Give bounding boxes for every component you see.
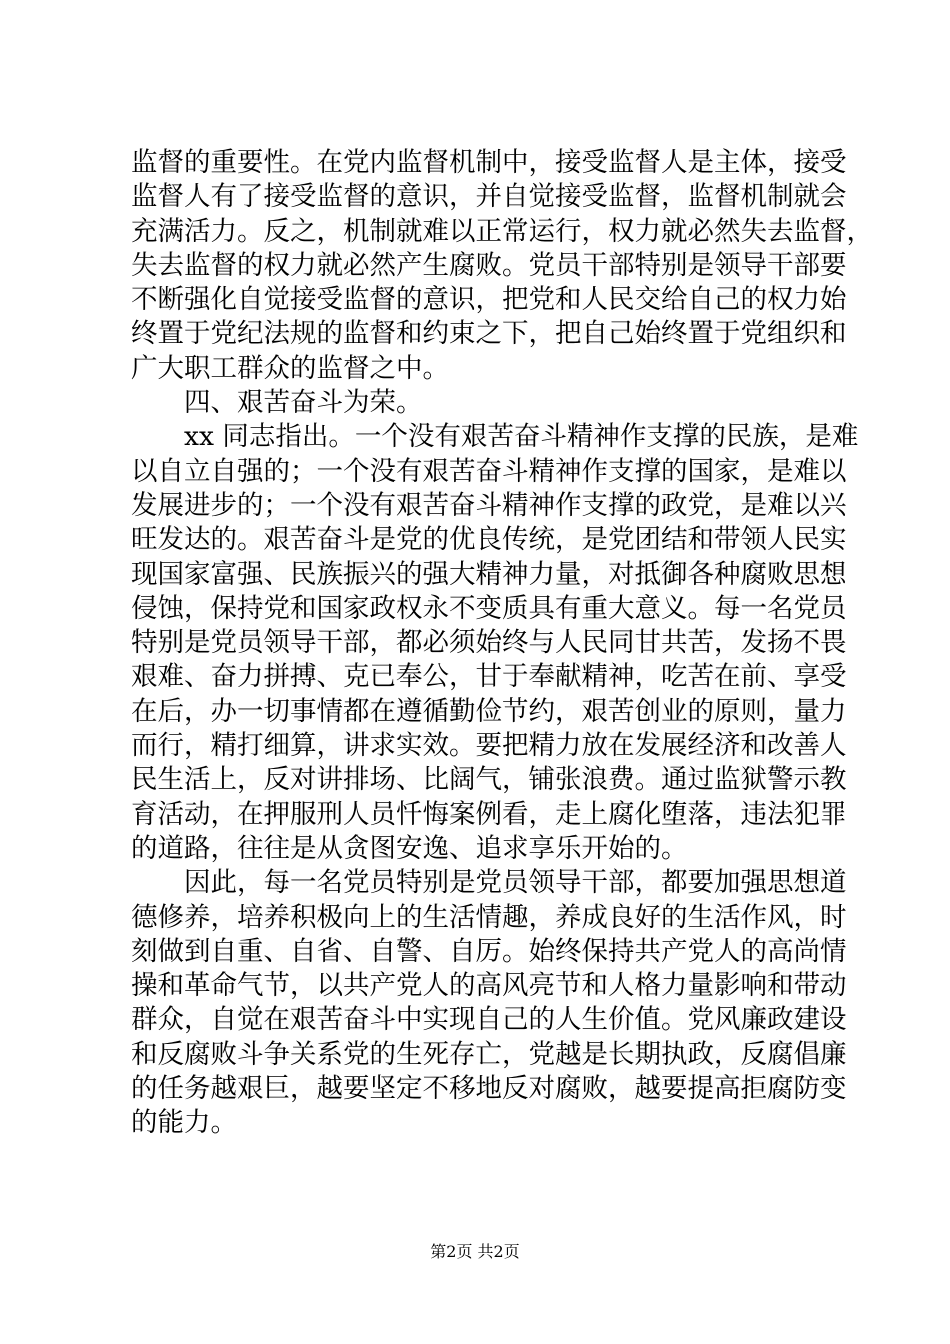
text-line: 现国家富强、民族振兴的强大精神力量，对抵御各种腐败思想 — [131, 558, 847, 590]
text-line: 的任务越艰巨，越要坚定不移地反对腐败，越要提高拒腐防变 — [131, 1073, 847, 1105]
text-line: 德修养，培养积极向上的生活情趣，养成良好的生活作风，时 — [131, 901, 847, 933]
text-line: 发展进步的；一个没有艰苦奋斗精神作支撑的政党，是难以兴 — [131, 489, 847, 521]
text-line: 旺发达的。艰苦奋斗是党的优良传统，是党团结和带领人民实 — [131, 524, 847, 556]
text-line: 刻做到自重、自省、自警、自厉。始终保持共产党人的高尚情 — [131, 935, 847, 967]
text-line: 群众，自觉在艰苦奋斗中实现自己的人生价值。党风廉政建设 — [131, 1004, 847, 1036]
paragraph-first-line: 因此，每一名党员特别是党员领导干部，都要加强思想道 — [184, 867, 847, 899]
text-line: 终置于党纪法规的监督和约束之下，把自己始终置于党组织和 — [131, 318, 847, 350]
text-line: 特别是党员领导干部，都必须始终与人民同甘共苦，发扬不畏 — [131, 627, 847, 659]
text-line: 的道路，往往是从贪图安逸、追求享乐开始的。 — [131, 832, 688, 864]
text-line: 失去监督的权力就必然产生腐败。党员干部特别是领导干部要 — [131, 249, 847, 281]
text-line: 监督人有了接受监督的意识，并自觉接受监督，监督机制就会 — [131, 181, 847, 213]
text-line: 以自立自强的；一个没有艰苦奋斗精神作支撑的国家，是难以 — [131, 455, 847, 487]
text-line: 广大职工群众的监督之中。 — [131, 352, 449, 384]
document-body — [131, 146, 873, 1141]
paragraph-first-line: xx 同志指出。一个没有艰苦奋斗精神作支撑的民族，是难 — [184, 421, 859, 453]
text-line: 而行，精打细算，讲求实效。要把精力放在发展经济和改善人 — [131, 730, 847, 762]
text-line: 侵蚀，保持党和国家政权永不变质具有重大意义。每一名党员 — [131, 592, 847, 624]
text-line: 的能力。 — [131, 1107, 237, 1139]
page-number-footer: 第2页 共2页 — [430, 1242, 520, 1261]
text-line: 操和革命气节，以共产党人的高风亮节和人格力量影响和带动 — [131, 970, 847, 1002]
text-line: 不断强化自觉接受监督的意识，把党和人民交给自己的权力始 — [131, 284, 847, 316]
text-line: 育活动，在押服刑人员忏悔案例看，走上腐化堕落，违法犯罪 — [131, 798, 847, 830]
text-line: 监督的重要性。在党内监督机制中，接受监督人是主体，接受 — [131, 147, 847, 178]
text-line: 民生活上，反对讲排场、比阔气，铺张浪费。通过监狱警示教 — [131, 764, 847, 796]
section-heading: 四、艰苦奋斗为荣。 — [184, 387, 423, 419]
text-line: 艰难、奋力拼搏、克已奉公，甘于奉献精神，吃苦在前、享受 — [131, 661, 847, 693]
text-line: 充满活力。反之，机制就难以正常运行，权力就必然失去监督， — [131, 215, 873, 247]
text-line: 在后，办一切事情都在遵循勤俭节约，艰苦创业的原则，量力 — [131, 695, 847, 727]
text-line: 和反腐败斗争关系党的生死存亡，党越是长期执政，反腐倡廉 — [131, 1038, 847, 1070]
